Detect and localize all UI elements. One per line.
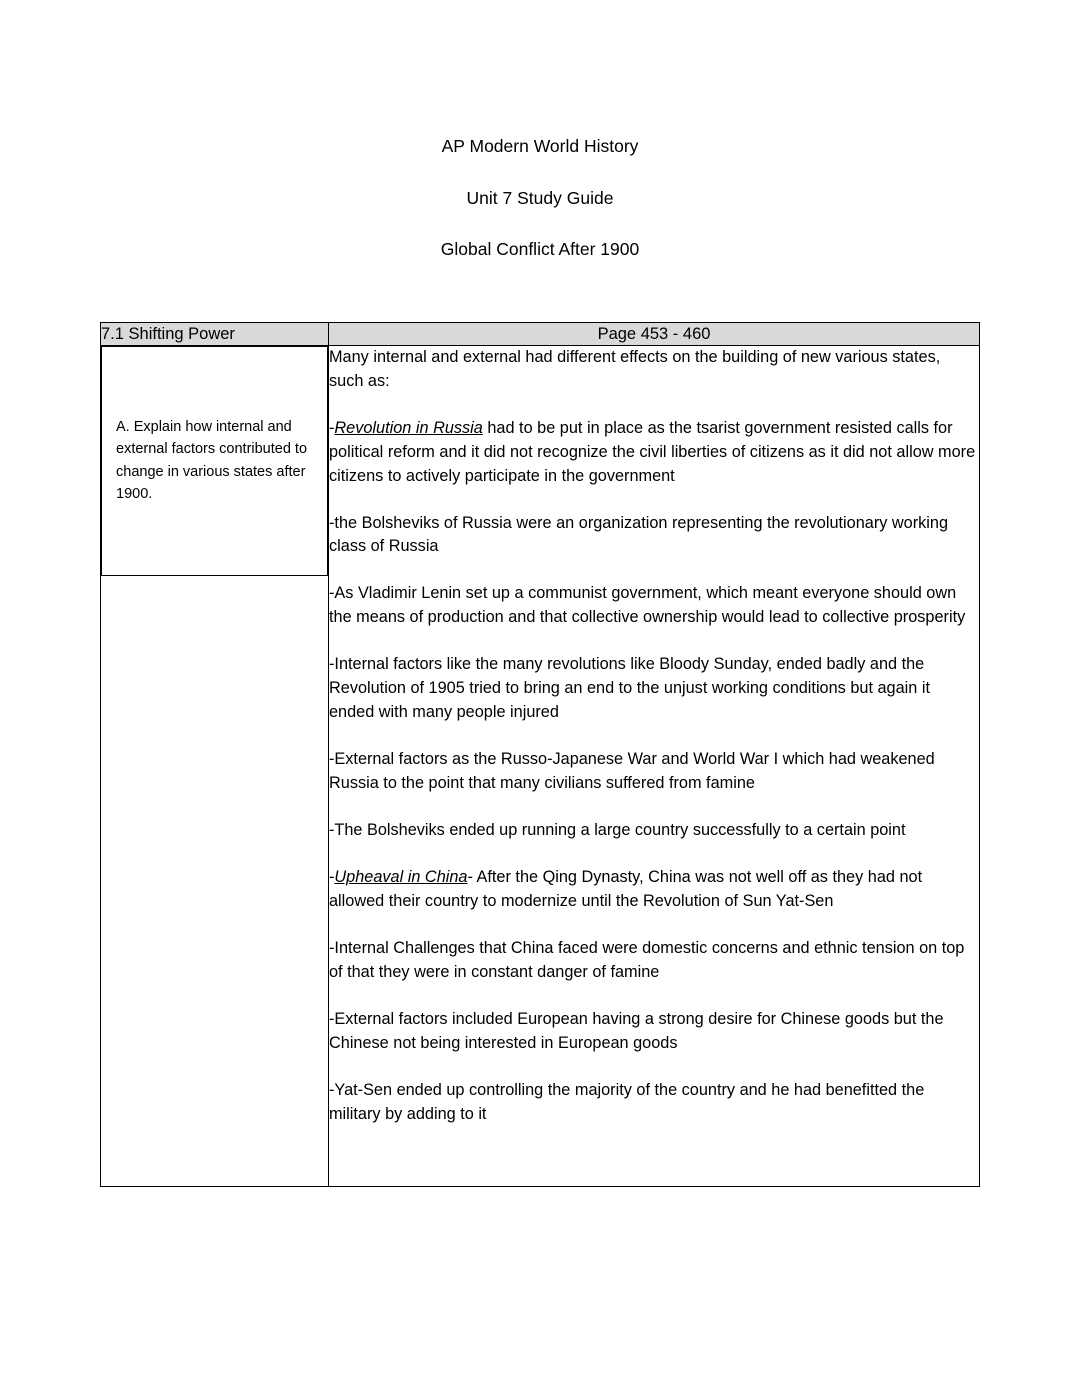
note-text: -The Bolsheviks ended up running a large country successfully to a certain point [329,821,906,840]
note-text: -Internal Challenges that China faced were domestic concerns and ethnic tension on top of that they were in constant danger of famine [329,938,965,981]
note-paragraph [329,1079,979,1127]
table-body-row [101,345,980,1186]
note-text: - After the Qing Dynasty, China was not well off as they had not allowed their country to modernize until the Revolution of Sun Yat-Sen [329,868,923,911]
note-text: -Yat-Sen ended up controlling the majority of the country and he had benefitted the military by adding to it [329,1080,925,1123]
note-lead-term: Revolution in Russia [334,418,483,437]
page-subtitle: Unit 7 Study Guide [466,187,614,208]
note-text: -As Vladimir Lenin set up a communist government, which meant everyone should own the means of production and that collective ownership would lead to collective prosperity [329,584,966,627]
note-text: -the Bolsheviks of Russia were an organization representing the revolutionary working class of Russia [329,513,949,556]
table-header-row [101,322,980,345]
note-text: had to be put in place as the tsarist government resisted calls for political reform and it did not recognize the civil liberties of citizens as it did not allow more citizens to actively participate in the government [329,418,976,485]
note-paragraph [329,417,979,489]
note-paragraph [329,582,979,630]
study-guide-table [100,322,980,1187]
prompt-cell [101,345,329,1186]
page-subtitle-secondary: Global Conflict After 1900 [440,239,640,259]
prompt-text: A. Explain how internal and external factors contributed to change in various states after 1900. [116,418,308,503]
note-prefix: - [329,868,335,887]
note-text: -External factors included European having a strong desire for Chinese goods but the Chinese not being interested in European goods [329,1009,944,1052]
note-text: -External factors as the Russo-Japanese War and World War I which had weakened Russia to the point that many civilians suffered from famine [329,750,935,793]
note-paragraph [329,1008,979,1056]
note-text: Many internal and external had different effects on the building of new various states, such as: [329,347,941,390]
table-header-pages: Page 453 - 460 [329,322,980,345]
note-paragraph [329,937,979,985]
table-header-topic: 7.1 Shifting Power [101,322,329,345]
note-paragraph [329,512,979,560]
note-prefix: - [329,418,335,437]
page-title: AP Modern World History [441,136,639,156]
note-paragraph [329,653,979,725]
document-title-block [0,0,1080,259]
notes-cell [329,345,980,1186]
prompt-box [101,346,328,576]
note-text: -Internal factors like the many revolutions like Bloody Sunday, ended badly and the Revolution of 1905 tried to bring an end to the unjust working conditions but again it ended with many people injured [329,655,930,722]
note-paragraph [329,866,979,914]
note-paragraph [329,819,979,843]
note-paragraph [329,346,979,394]
note-lead-term: Upheaval in China [334,868,468,887]
note-paragraph [329,748,979,796]
